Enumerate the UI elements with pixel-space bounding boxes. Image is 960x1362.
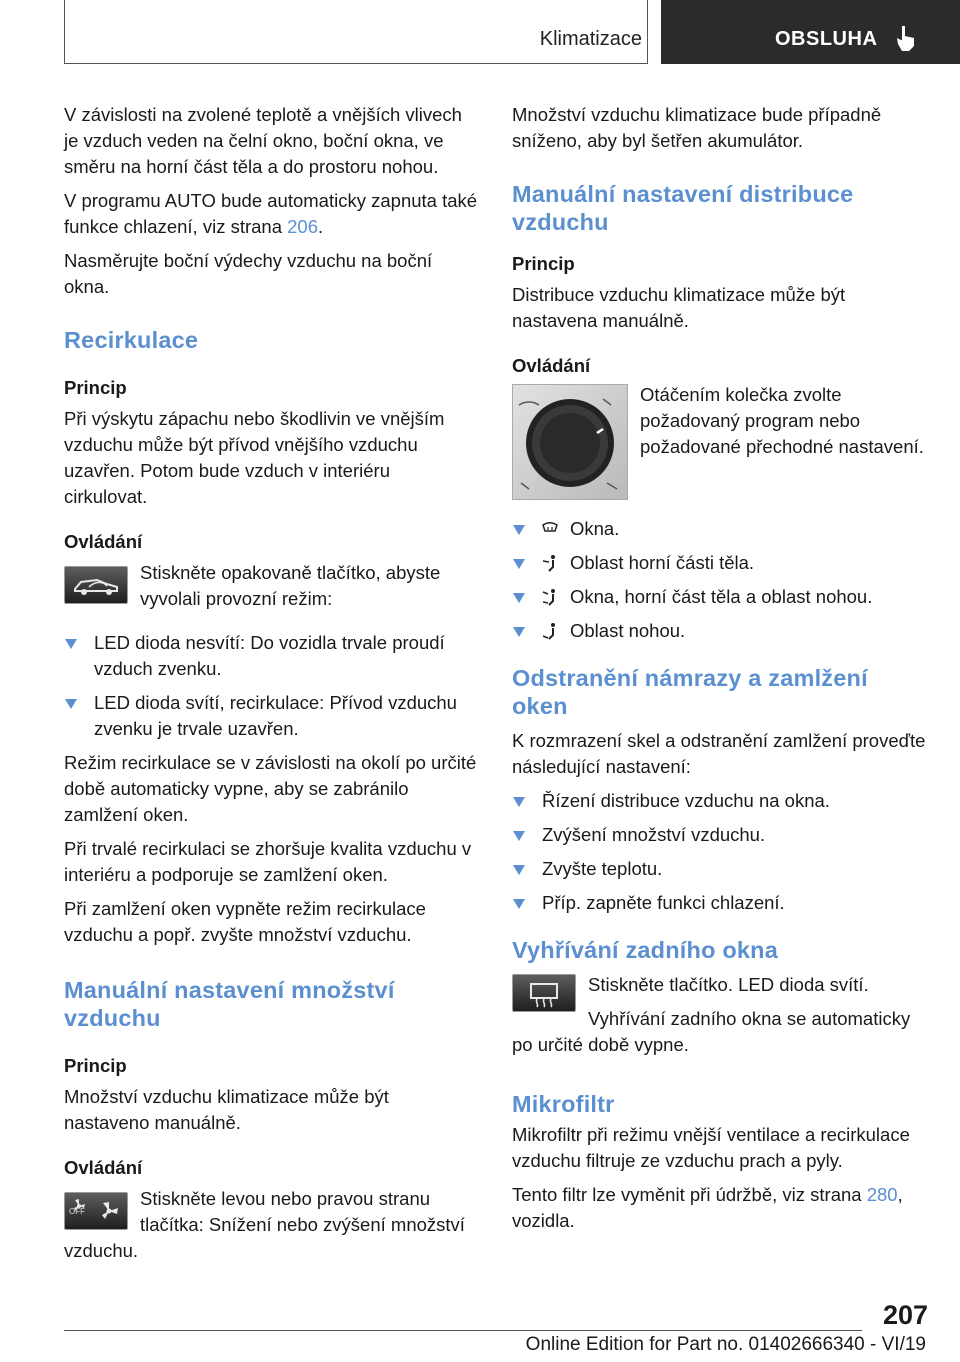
list-item: LED dioda svítí, recirkulace: Přívod vzduchu zvenku je trvale uzavřen. xyxy=(64,690,478,742)
footwell-icon xyxy=(540,621,560,641)
rear-defrost-icon xyxy=(513,975,575,1011)
list-item: Okna, horní část těla a oblast nohou. xyxy=(512,584,926,610)
knob-graphic xyxy=(513,385,627,499)
rear-window-heating-button[interactable] xyxy=(512,974,576,1012)
bullet-icon xyxy=(513,831,525,841)
page-number: 207 xyxy=(882,1300,928,1330)
all-zones-icon xyxy=(540,587,560,607)
subheading: Princip xyxy=(64,1055,127,1076)
section-heading: Manuální nastavení distribuce vzduchu xyxy=(512,181,854,235)
list-item: Příp. zapněte funkci chlazení. xyxy=(512,890,926,916)
windshield-icon xyxy=(540,519,560,539)
paragraph: Při zamlžení oken vypněte režim recirkulace vzduchu a popř. zvyšte množství vzduchu. xyxy=(64,898,426,945)
paragraph: V závislosti na zvolené teplotě a vnějších vlivech je vzduch veden na čelní okno, boční okna, ve směru na horní část těla a do prostoru nohou. xyxy=(64,104,462,177)
header-section-title: Klimatizace xyxy=(539,28,642,50)
paragraph: Množství vzduchu klimatizace bude případně sníženo, aby byl šetřen akumulátor. xyxy=(512,104,882,151)
list-item: Okna. xyxy=(512,516,926,542)
list-item: Oblast horní části těla. xyxy=(512,550,926,576)
list-item: Oblast nohou. xyxy=(512,618,926,644)
paragraph: Tento filtr lze vyměnit při údržbě, viz strana 280, vozidla. xyxy=(512,1184,903,1231)
upper-body-icon xyxy=(540,553,560,573)
list-item: Zvýšení množství vzduchu. xyxy=(512,822,926,848)
section-heading: Odstranění námrazy a zamlžení oken xyxy=(512,665,868,719)
page-link[interactable]: 206 xyxy=(287,216,319,237)
paragraph: Stiskněte tlačítko. LED dioda svítí. xyxy=(588,974,869,995)
fan-off-label: OFF xyxy=(69,1207,85,1216)
hand-pointer-icon xyxy=(895,24,917,52)
paragraph: Při výskytu zápachu nebo škodlivin ve vnějším vzduchu může být přívod vnějšího vzduchu uzavřen. Potom bude vzduch v interiéru cirkulovat. xyxy=(64,408,445,507)
bullet-icon xyxy=(513,627,525,637)
list-item: LED dioda nesvítí: Do vozidla trvale proudí vzduch zvenku. xyxy=(64,630,478,682)
footer-divider xyxy=(64,1330,862,1331)
paragraph: Množství vzduchu klimatizace může být nastaveno manuálně. xyxy=(64,1086,389,1133)
paragraph: K rozmrazení skel a odstranění zamlžení proveďte následující nastavení: xyxy=(512,730,926,777)
paragraph: Nasměrujte boční výdechy vzduchu na boční okna. xyxy=(64,250,433,297)
paragraph: Stiskněte levou nebo pravou stranu tlačítka: Snížení nebo zvýšení množství vzduchu. xyxy=(64,1188,465,1261)
bullet-icon xyxy=(65,639,77,649)
bullet-icon xyxy=(65,699,77,709)
paragraph: Při trvalé recirkulaci se zhoršuje kvalita vzduchu v interiéru a podporuje se zamlžení oken. xyxy=(64,838,472,885)
list-item: Zvyšte teplotu. xyxy=(512,856,926,882)
paragraph: V programu AUTO bude automaticky zapnuta také funkce chlazení, viz strana 206. xyxy=(64,190,478,237)
page-link[interactable]: 280 xyxy=(866,1184,898,1205)
subheading: Ovládání xyxy=(64,1157,143,1178)
header-tab xyxy=(661,0,960,64)
paragraph: Otáčením kolečka zvolte požadovaný program nebo požadované přechodné nastavení. xyxy=(640,384,924,457)
header-tab-label: OBSLUHA xyxy=(775,28,878,50)
bullet-icon xyxy=(513,797,525,807)
section-heading: Mikrofiltr xyxy=(512,1091,615,1117)
footer-edition: Online Edition for Part no. 01402666340 - VI/19 xyxy=(525,1334,926,1355)
section-heading: Manuální nastavení množství vzduchu xyxy=(64,977,395,1031)
paragraph: Distribuce vzduchu klimatizace může být nastavena manuálně. xyxy=(512,284,846,331)
subheading: Ovládání xyxy=(512,355,591,376)
air-distribution-knob[interactable] xyxy=(512,384,628,500)
subheading: Princip xyxy=(64,377,127,398)
paragraph: Mikrofiltr při režimu vnější ventilace a recirkulace vzduchu filtruje ze vzduchu prach a pyly. xyxy=(512,1124,910,1171)
section-heading: Vyhřívání zadního okna xyxy=(512,937,778,963)
paragraph: Stiskněte opakovaně tlačítko, abyste vyvolali provozní režim: xyxy=(140,562,441,609)
bullet-icon xyxy=(513,525,525,535)
bullet-icon xyxy=(513,865,525,875)
car-recirc-icon xyxy=(65,567,127,603)
fan-button[interactable] xyxy=(64,1192,128,1230)
bullet-icon xyxy=(513,899,525,909)
subheading: Princip xyxy=(512,253,575,274)
recirculation-button[interactable] xyxy=(64,566,128,604)
paragraph: Režim recirkulace se v závislosti na okolí po určité době automaticky vypne, aby se zabránilo zamlžení oken. xyxy=(64,752,477,825)
left-column xyxy=(64,102,478,1272)
paragraph: Vyhřívání zadního okna se automaticky po určité době vypne. xyxy=(512,1008,911,1055)
bullet-icon xyxy=(513,593,525,603)
right-column xyxy=(512,102,926,1242)
section-heading: Recirkulace xyxy=(64,327,199,353)
list-item: Řízení distribuce vzduchu na okna. xyxy=(512,788,926,814)
subheading: Ovládání xyxy=(64,531,143,552)
bullet-icon xyxy=(513,559,525,569)
